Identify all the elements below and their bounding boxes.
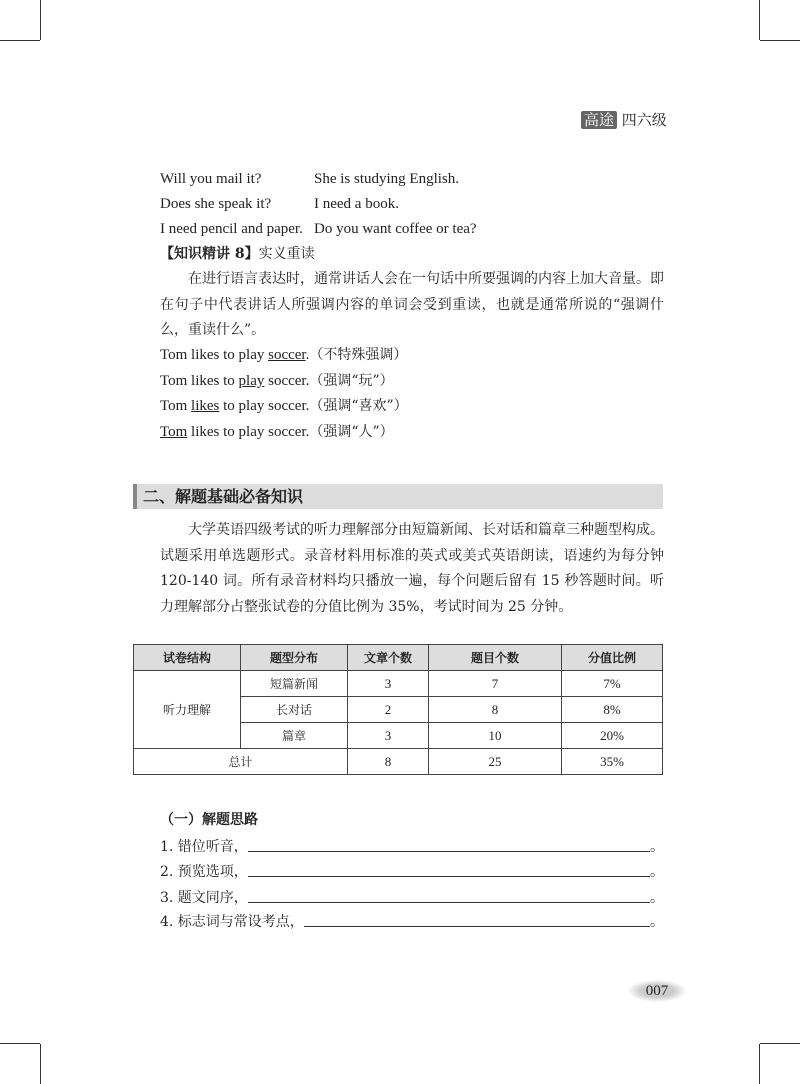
sentence-part: likes to play soccer.: [187, 424, 310, 440]
fill-blank[interactable]: [248, 886, 650, 903]
point-heading: [160, 242, 315, 267]
approach-item: [160, 860, 664, 885]
example-left: I need pencil and paper.: [160, 221, 303, 237]
table-cell: 2: [348, 697, 429, 723]
crop-mark: [759, 1044, 760, 1084]
stressed-word: Tom: [160, 424, 188, 440]
column-header: 题目个数: [429, 645, 562, 671]
point-title: 实义重读: [258, 246, 315, 262]
crop-mark: [0, 1043, 40, 1044]
running-header: [581, 109, 667, 130]
stress-example: [160, 420, 394, 445]
stressed-word: likes: [191, 398, 220, 414]
item-label: 3. 题文同序，: [160, 890, 248, 906]
column-header: 分值比例: [562, 645, 663, 671]
point-label: 【知识精讲 8】: [160, 246, 259, 262]
item-label: 4. 标志词与常设考点，: [160, 914, 304, 930]
subsection-title: （一）解题思路: [160, 812, 258, 828]
crop-mark: [40, 1044, 41, 1084]
table-cell: 7%: [562, 671, 663, 697]
section-heading: [133, 484, 663, 509]
crop-mark: [760, 1043, 800, 1044]
stressed-word: soccer: [268, 347, 306, 363]
stress-note: （强调“玩”）: [309, 373, 394, 389]
table-cell: 篇章: [241, 723, 348, 749]
table-cell: 8: [429, 697, 562, 723]
sentence-part: to play soccer.: [219, 398, 310, 414]
table-total-row: [134, 749, 663, 775]
stress-example: [160, 343, 407, 368]
stress-note: （强调“人”）: [309, 424, 394, 440]
approach-item: [160, 835, 664, 860]
group-cell: 听力理解: [134, 671, 241, 749]
example-right: I need a book.: [314, 196, 399, 212]
table-cell: 长对话: [241, 697, 348, 723]
table-header-row: [134, 645, 663, 671]
column-header: 文章个数: [348, 645, 429, 671]
table-cell: 短篇新闻: [241, 671, 348, 697]
table-cell: 20%: [562, 723, 663, 749]
table-cell: 8%: [562, 697, 663, 723]
table-cell: 10: [429, 723, 562, 749]
sentence-part: soccer.: [264, 373, 310, 389]
example-left: Does she speak it?: [160, 196, 272, 212]
sentence-part: .: [305, 347, 310, 363]
item-label: 2. 预览选项，: [160, 864, 248, 880]
example-left: Will you mail it?: [160, 171, 262, 187]
sentence-part: Tom likes to: [160, 373, 239, 389]
sentence-part: Tom: [160, 398, 192, 414]
example-row: [160, 217, 477, 242]
table-cell: 7: [429, 671, 562, 697]
stress-example: [160, 394, 408, 419]
stress-example: [160, 369, 394, 394]
table-cell: 3: [348, 671, 429, 697]
table-cell: 总计: [134, 749, 348, 775]
example-row: [160, 192, 399, 217]
table-cell: 8: [348, 749, 429, 775]
item-label: 1. 错位听音，: [160, 839, 248, 855]
brand-logo: 高途: [581, 111, 617, 129]
period: 。: [650, 914, 664, 930]
example-row: [160, 167, 460, 192]
column-header: 题型分布: [241, 645, 348, 671]
fill-blank[interactable]: [248, 835, 650, 852]
fill-blank[interactable]: [304, 910, 650, 927]
header-level: 四六级: [621, 111, 667, 129]
period: 。: [650, 864, 664, 880]
approach-item: [160, 886, 664, 911]
sentence-part: Tom likes to play: [160, 347, 269, 363]
period: 。: [650, 839, 664, 855]
page-number: 007: [628, 980, 686, 1002]
crop-mark: [760, 40, 800, 41]
table-cell: 3: [348, 723, 429, 749]
exam-structure-table: [133, 644, 663, 775]
point-text: 在进行语言表达时，通常讲话人会在一句话中所要强调的内容上加大音量。即在句子中代表讲话人所强调内容的单词会受到重读，也就是通常所说的“强调什么，重读什么”。: [160, 271, 664, 338]
fill-blank[interactable]: [248, 860, 650, 877]
stress-note: （不特殊强调）: [309, 347, 408, 363]
crop-mark: [40, 0, 41, 40]
section-text: 大学英语四级考试的听力理解部分由短篇新闻、长对话和篇章三种题型构成。试题采用单选题形式。录音材料用标准的英式或美式英语朗读，语速约为每分钟 120-140 词。所有录音材料均只播放一遍，每个问题后留有 15 秒答题时间。听力理解部分占整张试卷的分值比例为 35%，考试时间为 25 分钟。: [160, 522, 664, 615]
table-row: [134, 671, 663, 697]
example-right: She is studying English.: [314, 171, 460, 187]
table-cell: 35%: [562, 749, 663, 775]
table-cell: 25: [429, 749, 562, 775]
example-right: Do you want coffee or tea?: [314, 221, 477, 237]
stressed-word: play: [238, 373, 265, 389]
period: 。: [650, 890, 664, 906]
section-title: 二、解题基础必备知识: [143, 487, 304, 506]
column-header: 试卷结构: [134, 645, 241, 671]
crop-mark: [759, 0, 760, 40]
approach-item: [160, 910, 664, 935]
crop-mark: [0, 40, 40, 41]
stress-note: （强调“喜欢”）: [309, 398, 408, 414]
